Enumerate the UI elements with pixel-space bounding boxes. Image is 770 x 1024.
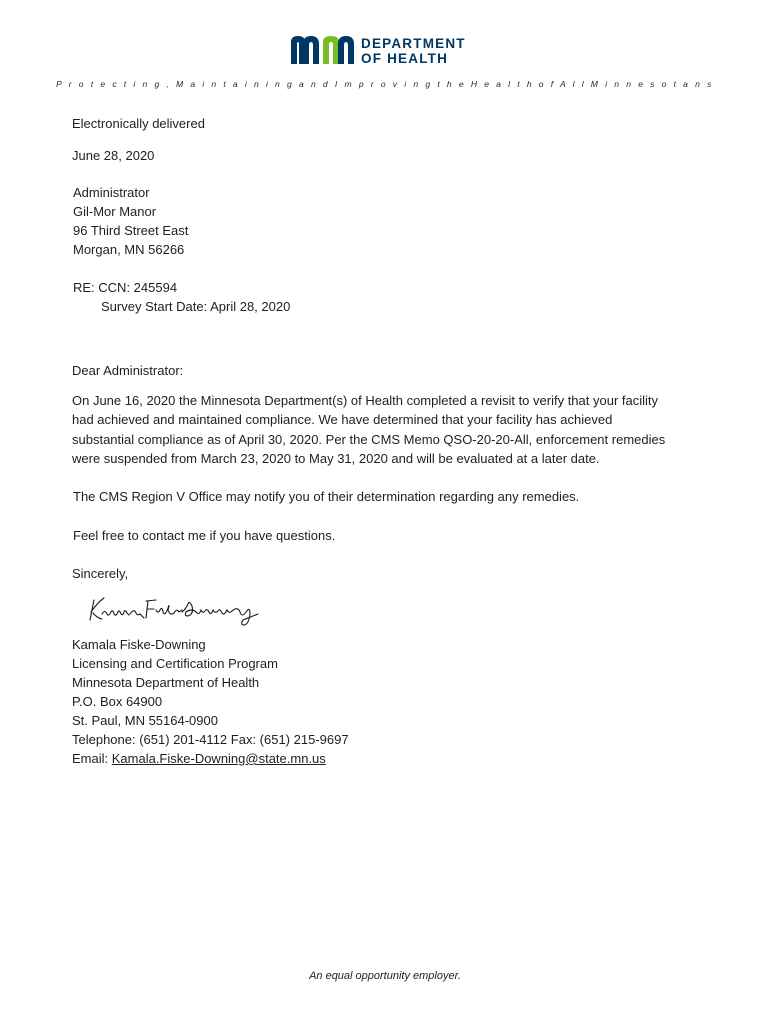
recipient-line: Morgan, MN 56266 bbox=[73, 242, 185, 257]
mn-logo-icon bbox=[289, 34, 357, 66]
re-ccn: RE: CCN: 245594 bbox=[73, 280, 178, 295]
body-line: were suspended from March 23, 2020 to May 31, 2020 and will be evaluated at a later date. bbox=[72, 450, 600, 466]
footer-text: An equal opportunity employer. bbox=[309, 970, 461, 982]
re-survey-date: Survey Start Date: April 28, 2020 bbox=[101, 299, 291, 314]
recipient-line: Administrator bbox=[73, 185, 150, 200]
tagline: P r o t e c t i n g , M a i n t a i n i n g a n d I m p r o v i n g t h e H e a l t h o f A l l M i n n e s o t a n s bbox=[56, 79, 714, 89]
logo-wordmark bbox=[361, 36, 466, 66]
logo-text-line2: OF HEALTH bbox=[361, 51, 449, 66]
signer-line: Licensing and Certification Program bbox=[72, 656, 278, 671]
signer-block bbox=[72, 635, 349, 768]
email-line bbox=[72, 749, 349, 768]
signer-line: Kamala Fiske-Downing bbox=[72, 637, 206, 652]
signer-line: St. Paul, MN 55164-0900 bbox=[72, 713, 218, 728]
email-link[interactable]: Kamala.Fiske-Downing@state.mn.us bbox=[111, 751, 326, 766]
body-line: substantial compliance as of April 30, 2020. Per the CMS Memo QSO-20-20-All, enforcement remedies bbox=[72, 431, 666, 447]
recipient-line: 96 Third Street East bbox=[73, 223, 189, 238]
recipient-address bbox=[73, 183, 188, 259]
email-label: Email: bbox=[72, 751, 112, 766]
handwritten-signature bbox=[88, 592, 263, 633]
recipient-line: Gil-Mor Manor bbox=[73, 204, 157, 219]
closing: Sincerely, bbox=[72, 566, 129, 581]
body-paragraph-3: Feel free to contact me if you have questions. bbox=[73, 528, 336, 543]
mdh-logo bbox=[289, 34, 485, 68]
signer-line: P.O. Box 64900 bbox=[72, 694, 163, 709]
re-block bbox=[73, 278, 290, 316]
body-line: had achieved and maintained compliance. We have determined that your facility has achieved bbox=[72, 412, 613, 428]
body-paragraph-2: The CMS Region V Office may notify you of their determination regarding any remedies. bbox=[73, 489, 580, 504]
signer-line: Telephone: (651) 201-4112 Fax: (651) 215-9697 bbox=[72, 732, 349, 747]
body-line: On June 16, 2020 the Minnesota Department(s) of Health completed a revisit to verify that your facility bbox=[72, 393, 659, 408]
salutation: Dear Administrator: bbox=[72, 363, 184, 378]
signer-line: Minnesota Department of Health bbox=[72, 675, 260, 690]
body-paragraph-1 bbox=[72, 391, 712, 468]
delivery-method: Electronically delivered bbox=[72, 116, 205, 131]
logo-text-line1: DEPARTMENT bbox=[361, 36, 466, 51]
letter-date: June 28, 2020 bbox=[72, 148, 155, 163]
